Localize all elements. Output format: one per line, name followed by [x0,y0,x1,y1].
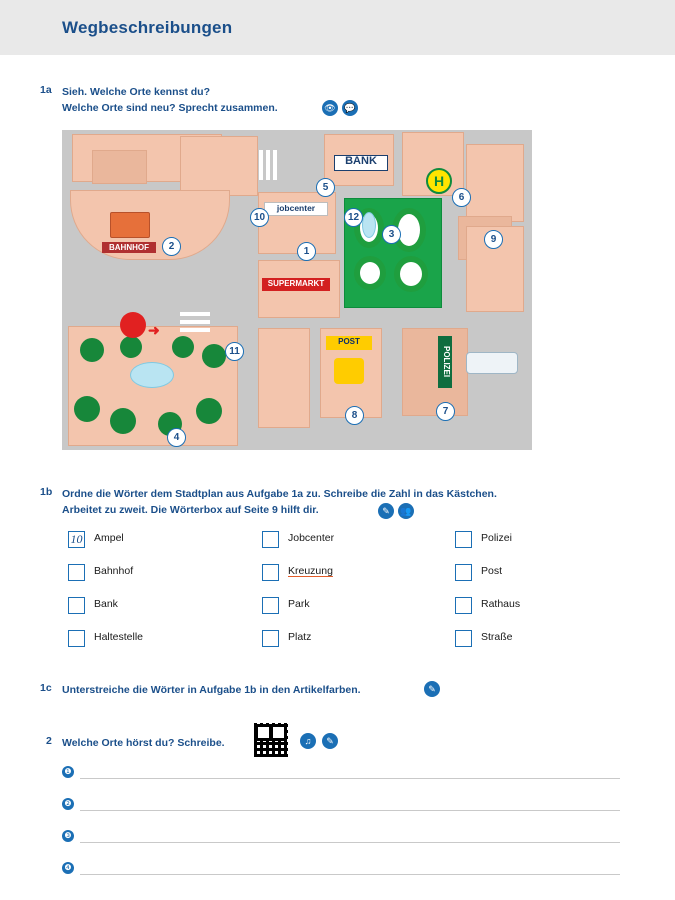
task-1a-number: 1a [40,84,52,96]
tree-icon [172,336,194,358]
wordlist-checkbox[interactable] [262,597,279,614]
qr-code[interactable] [252,721,290,759]
wordlist-checkbox[interactable] [68,564,85,581]
crosswalk-stripe [180,320,210,324]
list-item[interactable] [455,564,635,597]
wordlist-column-2 [262,531,442,663]
tree-icon [80,338,104,362]
wordlist-label: Ampel [94,532,124,544]
wordlist-label: Jobcenter [288,532,335,544]
list-item[interactable] [262,597,442,630]
park-pond [362,212,376,238]
wordlist-checkbox-value: 10 [70,532,83,546]
park-path [394,256,428,292]
wordlist-label: Polizei [481,532,512,544]
park-path [354,256,386,290]
wordlist-label: Haltestelle [94,631,144,643]
ampel-icon [120,312,146,338]
partner-work-icon: 👥 [398,503,414,519]
crosswalk-stripe [266,150,270,180]
answer-line[interactable] [80,810,620,811]
wordlist-label: Post [481,565,503,577]
eye-icon: 👁 [322,100,338,116]
wordlist-checkbox[interactable] [455,630,472,647]
tree-icon [110,408,136,434]
pencil-icon: ✎ [322,733,338,749]
list-item[interactable] [262,531,442,564]
platz-fountain [130,362,174,388]
wordlist-label: Park [288,598,310,610]
list-item[interactable] [455,531,635,564]
task-1c-number: 1c [40,682,52,694]
wordlist-checkbox[interactable] [262,630,279,647]
task-2-line1: Welche Orte hörst du? Schreibe. [62,737,225,749]
answer-line[interactable] [80,874,620,875]
wordlist-label: Rathaus [481,598,521,610]
map-label-4: 4 [167,428,186,447]
wordlist-label: Platz [288,631,312,643]
crosswalk-stripe [180,312,210,316]
wordlist-label: Bank [94,598,118,610]
map-label-10: 10 [250,208,269,227]
task-2-number: 2 [46,735,52,747]
tree-icon [74,396,100,422]
map-label-12: 12 [344,208,363,227]
haltestelle-icon: H [426,168,452,194]
map-label-9: 9 [484,230,503,249]
map-label-3: 3 [382,225,401,244]
map-label-8: 8 [345,406,364,425]
task-1a-line2: Welche Orte sind neu? Sprecht zusammen. [62,102,278,114]
wordlist-checkbox[interactable] [455,564,472,581]
arrow-icon: ➜ [148,322,160,338]
train-icon [110,212,150,238]
bahnhof-sign: BAHNHOF [102,242,156,253]
page-title: Wegbeschreibungen [62,18,233,37]
tree-icon [120,336,142,358]
map-building-polizei [402,328,468,416]
supermarkt-sign: SUPERMARKT [262,278,330,291]
answer-number: ❸ [62,830,74,842]
list-item[interactable] [68,597,248,630]
wordlist-checkbox[interactable] [68,630,85,647]
crosswalk-stripe [180,328,210,332]
map-building-museum [92,150,147,184]
answer-number: ❷ [62,798,74,810]
wordlist-checkbox[interactable] [68,597,85,614]
bank-sign: BANK [334,155,388,171]
city-map [62,130,532,450]
wordlist-label: Bahnhof [94,565,134,577]
task-1b-number: 1b [40,486,53,498]
polizei-sign: POLIZEI [438,336,452,388]
map-label-11: 11 [225,342,244,361]
map-label-2: 2 [162,237,181,256]
wordlist-checkbox[interactable] [455,531,472,548]
map-label-1: 1 [297,242,316,261]
task-1b-line2: Arbeitet zu zweit. Die Wörterbox auf Seite 9 hilft dir. [62,504,319,516]
answer-line[interactable] [80,778,620,779]
task-1b-line1: Ordne die Wörter dem Stadtplan aus Aufgabe 1a zu. Schreibe die Zahl in das Kästchen. [62,488,497,500]
map-label-7: 7 [436,402,455,421]
list-item[interactable] [68,564,248,597]
answer-line[interactable] [80,842,620,843]
answer-row[interactable] [62,830,622,850]
crosswalk-stripe [273,150,277,180]
answer-number: ❹ [62,862,74,874]
map-building-block [466,144,524,222]
police-car-icon [466,352,518,374]
list-item[interactable] [455,597,635,630]
task-1a-line1: Sieh. Welche Orte kennst du? [62,86,211,98]
wordlist-column-3 [455,531,635,663]
pencil-icon: ✎ [424,681,440,697]
pencil-icon: ✎ [378,503,394,519]
audio-icon: ♫ [300,733,316,749]
map-building-block [258,328,310,428]
map-label-5: 5 [316,178,335,197]
map-label-6: 6 [452,188,471,207]
jobcenter-sign: jobcenter [264,202,328,216]
answer-number: ❶ [62,766,74,778]
speech-bubble-icon: 💬 [342,100,358,116]
wordlist-checkbox[interactable] [455,597,472,614]
task-1c-line1: Unterstreiche die Wörter in Aufgabe 1b in den Artikelfarben. [62,684,361,696]
list-item[interactable] [262,630,442,663]
answer-row[interactable] [62,862,622,882]
list-item[interactable] [68,630,248,663]
list-item[interactable] [262,564,442,597]
post-horn-icon [334,358,364,384]
tree-icon [196,398,222,424]
answer-row[interactable] [62,798,622,818]
crosswalk-stripe [259,150,263,180]
wordlist-label: Kreuzung [288,565,333,577]
wordlist-checkbox[interactable] [68,531,85,548]
post-sign: POST [326,336,372,350]
wordlist-label: Straße [481,631,513,643]
answer-row[interactable] [62,766,622,786]
map-building-block [180,136,258,196]
wordlist-column-1 [68,531,248,663]
wordlist-checkbox[interactable] [262,564,279,581]
tree-icon [202,344,226,368]
wordlist-checkbox[interactable] [262,531,279,548]
list-item[interactable] [68,531,248,564]
list-item[interactable] [455,630,635,663]
